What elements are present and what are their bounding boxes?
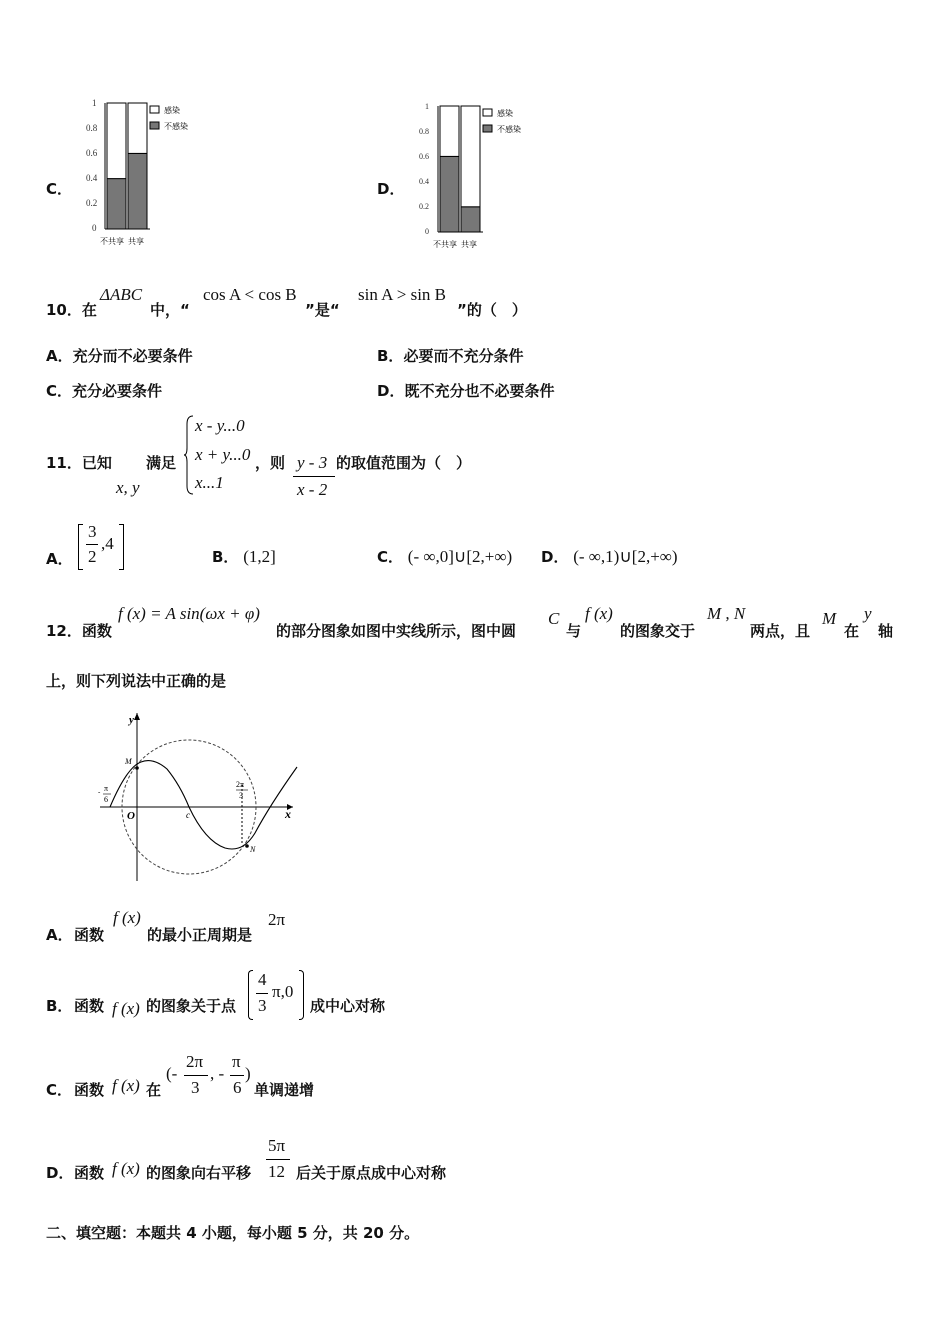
q11-option-d[interactable]: D． (- ∞,1)∪[2,+∞) bbox=[541, 547, 678, 566]
ytick: 0.2 bbox=[419, 202, 429, 211]
q11-then: ，则 bbox=[255, 454, 286, 472]
neg-six: 6 bbox=[104, 795, 108, 804]
q10-cond2: sin A > sin B bbox=[358, 285, 447, 304]
chart-d bbox=[413, 98, 548, 258]
q11-ineq-1: x - y...0 bbox=[195, 416, 245, 435]
n-label: N bbox=[250, 845, 256, 854]
q12-text-5: 在 bbox=[844, 622, 860, 640]
ytick: 0 bbox=[425, 227, 429, 236]
q12-y: y bbox=[864, 604, 872, 623]
y-label: y bbox=[129, 714, 134, 726]
y-axis-arrow bbox=[134, 713, 140, 720]
q10-option-d[interactable]: D．既不充分也不必要条件 bbox=[377, 382, 555, 400]
q12-graph bbox=[95, 705, 310, 885]
q12-m: M bbox=[822, 609, 837, 628]
bar-not-infected-1 bbox=[128, 153, 147, 229]
q12-text-6: 轴 bbox=[878, 622, 894, 640]
ytick: 0.4 bbox=[86, 173, 98, 183]
xtick: 共享 bbox=[128, 237, 144, 246]
origin-label: O bbox=[127, 810, 135, 822]
q11-frac-num: y - 3 bbox=[297, 453, 328, 472]
legend-infected: 感染 bbox=[497, 109, 513, 118]
point-m bbox=[135, 766, 139, 770]
q12-option-b[interactable]: B． 函数 f (x) 的图象关于点 4 3 π,0 成中心对称 bbox=[46, 970, 386, 1018]
q11-option-b[interactable]: B． (1,2] bbox=[212, 547, 276, 566]
q12-number: 12．函数 bbox=[46, 622, 112, 640]
bar-infected-1 bbox=[461, 106, 480, 207]
legend-not-infected: 不感染 bbox=[497, 125, 521, 134]
bar-infected-0 bbox=[107, 103, 126, 179]
ytick: 0.2 bbox=[86, 198, 98, 208]
bar-infected-1 bbox=[128, 103, 147, 153]
q11-end: 的取值范围为（ ） bbox=[336, 454, 472, 472]
xtick: 不共享 bbox=[100, 237, 124, 246]
q11-frac-den: x - 2 bbox=[297, 480, 328, 499]
ytick: 0 bbox=[92, 223, 97, 233]
q10-mid: 中，“ bbox=[150, 301, 190, 319]
q10-end: ”的（ ） bbox=[457, 301, 527, 319]
q10-option-a[interactable]: A．充分而不必要条件 bbox=[46, 347, 193, 365]
q10-option-b[interactable]: B．必要而不充分条件 bbox=[377, 347, 524, 365]
xtick: 共享 bbox=[461, 240, 477, 249]
q11-ineq-2: x + y...0 bbox=[195, 445, 251, 464]
q12-option-a[interactable]: A． 函数 f (x) 的最小正周期是 2π bbox=[46, 908, 286, 944]
xtick: 不共享 bbox=[433, 240, 457, 249]
three: 3 bbox=[239, 791, 243, 800]
ytick: 0.4 bbox=[419, 177, 429, 186]
q12-line-2: 上，则下列说法中正确的是 bbox=[46, 672, 227, 690]
q12-func: f (x) = A sin(ωx + φ) bbox=[118, 604, 260, 623]
ytick: 0.6 bbox=[86, 148, 98, 158]
bar-not-infected-0 bbox=[440, 156, 459, 232]
bar-not-infected-1 bbox=[461, 207, 480, 232]
q11-satisfy: 满足 bbox=[146, 454, 177, 472]
q12-fx: f (x) bbox=[585, 604, 613, 623]
legend-swatch-infected bbox=[483, 109, 492, 116]
ytick: 1 bbox=[425, 102, 429, 111]
q11-vars: x, y bbox=[116, 478, 140, 497]
q10-number: 10．在 bbox=[46, 301, 97, 319]
q10-option-c[interactable]: C．充分必要条件 bbox=[46, 382, 163, 400]
two-pi: 2π bbox=[236, 780, 245, 789]
q10-cond1: cos A < cos B bbox=[203, 285, 297, 304]
q12-text-2: 与 bbox=[566, 622, 582, 640]
ytick: 1 bbox=[92, 98, 97, 108]
bar-not-infected-0 bbox=[107, 179, 126, 229]
q12-mn: M , N bbox=[707, 604, 746, 623]
q11-option-a[interactable]: A． 3 2 ,4 bbox=[46, 522, 136, 572]
neg-pi: π bbox=[104, 784, 109, 793]
q11-number: 11．已知 bbox=[46, 454, 112, 472]
sine-curve bbox=[110, 761, 297, 849]
ytick: 0.8 bbox=[419, 127, 429, 136]
legend-swatch-infected bbox=[150, 106, 159, 113]
legend-not-infected: 不感染 bbox=[164, 122, 188, 131]
q11-ineq-3: x...1 bbox=[195, 473, 224, 492]
left-brace bbox=[183, 414, 195, 496]
q12-text-1: 的部分图象如图中实线所示，图中圆 bbox=[276, 622, 517, 640]
legend-swatch-not-infected bbox=[150, 122, 159, 129]
point-n bbox=[245, 844, 249, 848]
chart-c bbox=[80, 95, 215, 255]
svg-text:-: - bbox=[98, 788, 101, 796]
option-c-label: C． bbox=[46, 180, 73, 198]
q12-option-c[interactable]: C． 函数 f (x) 在 (- 2π 3 , - π 6 ) 单调递增 bbox=[46, 1052, 315, 1099]
ytick: 0.6 bbox=[419, 152, 429, 161]
bar-infected-0 bbox=[440, 106, 459, 156]
option-d-label: D． bbox=[377, 180, 405, 198]
ytick: 0.8 bbox=[86, 123, 98, 133]
q12-option-d[interactable]: D． 函数 f (x) 的图象向右平移 5π 12 后关于原点成中心对称 bbox=[46, 1136, 447, 1182]
x-label: x bbox=[285, 807, 291, 821]
q12-circle-c: C bbox=[548, 609, 560, 628]
legend-swatch-not-infected bbox=[483, 125, 492, 132]
c-label: c bbox=[186, 810, 190, 820]
section-2-heading: 二、填空题：本题共 4 小题，每小题 5 分，共 20 分。 bbox=[46, 1224, 420, 1242]
m-label: M bbox=[125, 757, 132, 766]
q12-text-4: 两点，且 bbox=[750, 622, 811, 640]
q10-is: ”是“ bbox=[305, 301, 340, 319]
q11-option-c[interactable]: C． (- ∞,0]∪[2,+∞) bbox=[377, 547, 513, 566]
q10-triangle: ΔABC bbox=[100, 285, 143, 304]
q12-text-3: 的图象交于 bbox=[620, 622, 696, 640]
legend-infected: 感染 bbox=[164, 106, 180, 115]
